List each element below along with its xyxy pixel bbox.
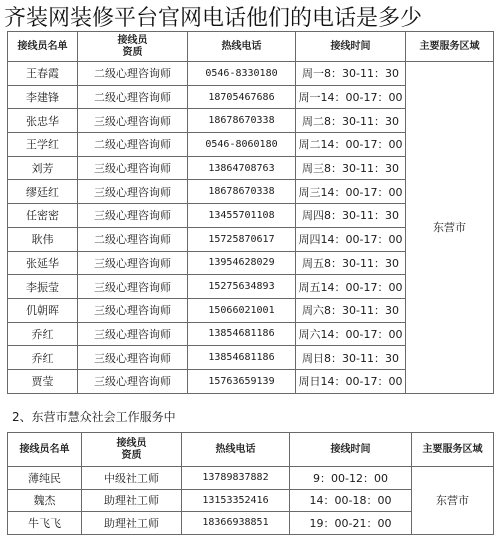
operator-qualification: 三级心理咨询师: [78, 369, 188, 393]
service-time: 周二8：30-11：30: [296, 109, 406, 133]
header-time: 接线时间: [290, 433, 412, 467]
service-time: 9：00-12：00: [290, 467, 412, 490]
service-time: 周五8：30-11：30: [296, 251, 406, 275]
hotline-phone: 13153352416: [182, 489, 290, 512]
table-body: [8, 467, 494, 535]
operator-name: 李建锋: [8, 85, 78, 109]
header-name: 接线员名单: [8, 433, 82, 467]
service-time: 19：00-21：00: [290, 512, 412, 535]
hotline-phone: 0546-8060180: [188, 133, 296, 157]
hotline-phone: 18705467686: [188, 85, 296, 109]
operator-name: 缪廷红: [8, 180, 78, 204]
service-time: 周五14：00-17：00: [296, 275, 406, 299]
operator-name: 乔红: [8, 346, 78, 370]
page-title: 齐装网装修平台官网电话他们的电话是多少: [4, 6, 423, 31]
operator-qualification: 三级心理咨询师: [78, 204, 188, 228]
service-time: 周二14：00-17：00: [296, 133, 406, 157]
hotline-phone: 18366938851: [182, 512, 290, 535]
operator-name: 张忠华: [8, 109, 78, 133]
service-time: 周日14：00-17：00: [296, 369, 406, 393]
section-2-title: 2、东营市慧众社会工作服务中: [12, 410, 176, 424]
service-time: 周四8：30-11：30: [296, 204, 406, 228]
hotline-phone: 13854681186: [188, 322, 296, 346]
hotline-phone: 13854681186: [188, 346, 296, 370]
hotline-phone: 15763659139: [188, 369, 296, 393]
header-area: 主要服务区域: [412, 433, 494, 467]
operator-qualification: 二级心理咨询师: [78, 62, 188, 86]
table-row: [8, 467, 494, 490]
operator-qualification: 三级心理咨询师: [78, 346, 188, 370]
operator-name: 薄纯民: [8, 467, 82, 490]
header-area: 主要服务区域: [406, 32, 494, 62]
hotline-phone: 13455701108: [188, 204, 296, 228]
hotline-table-1: [7, 31, 494, 394]
table-body: [8, 62, 494, 394]
header-time: 接线时间: [296, 32, 406, 62]
operator-qualification: 二级心理咨询师: [78, 227, 188, 251]
hotline-phone: 15275634893: [188, 275, 296, 299]
hotline-phone: 13789837882: [182, 467, 290, 490]
operator-name: 张延华: [8, 251, 78, 275]
hotline-table-2: [7, 432, 494, 535]
table-header-row: [8, 32, 494, 62]
header-phone: 热线电话: [182, 433, 290, 467]
service-time: 周一8：30-11：30: [296, 62, 406, 86]
hotline-phone: 18678670338: [188, 109, 296, 133]
service-time: 周一14：00-17：00: [296, 85, 406, 109]
operator-qualification: 三级心理咨询师: [78, 298, 188, 322]
service-area: 东营市: [406, 62, 494, 394]
header-phone: 热线电话: [188, 32, 296, 62]
operator-qualification: 助理社工师: [82, 512, 182, 535]
header-qualification: 接线员 资质: [78, 32, 188, 62]
header-qualification: 接线员 资质: [82, 433, 182, 467]
operator-name: 任密密: [8, 204, 78, 228]
operator-name: 刘芳: [8, 156, 78, 180]
operator-name: 耿伟: [8, 227, 78, 251]
operator-name: 魏杰: [8, 489, 82, 512]
operator-name: 李振莹: [8, 275, 78, 299]
operator-name: 贾莹: [8, 369, 78, 393]
operator-qualification: 三级心理咨询师: [78, 322, 188, 346]
operator-name: 仉朝晖: [8, 298, 78, 322]
hotline-phone: 13954628029: [188, 251, 296, 275]
service-time: 周日8：30-11：30: [296, 346, 406, 370]
operator-qualification: 三级心理咨询师: [78, 180, 188, 204]
operator-qualification: 中级社工师: [82, 467, 182, 490]
operator-name: 牛飞飞: [8, 512, 82, 535]
service-time: 14：00-18：00: [290, 489, 412, 512]
operator-qualification: 三级心理咨询师: [78, 109, 188, 133]
operator-qualification: 二级心理咨询师: [78, 133, 188, 157]
operator-qualification: 三级心理咨询师: [78, 275, 188, 299]
operator-qualification: 助理社工师: [82, 489, 182, 512]
table-header-row: [8, 433, 494, 467]
service-time: 周四14：00-17：00: [296, 227, 406, 251]
hotline-phone: 13864708763: [188, 156, 296, 180]
header-name: 接线员名单: [8, 32, 78, 62]
hotline-phone: 0546-8330180: [188, 62, 296, 86]
hotline-phone: 18678670338: [188, 180, 296, 204]
service-time: 周六8：30-11：30: [296, 298, 406, 322]
operator-qualification: 三级心理咨询师: [78, 156, 188, 180]
operator-qualification: 三级心理咨询师: [78, 251, 188, 275]
service-time: 周三14：00-17：00: [296, 180, 406, 204]
operator-name: 王学红: [8, 133, 78, 157]
service-area: 东营市: [412, 467, 494, 535]
service-time: 周六14：00-17：00: [296, 322, 406, 346]
operator-qualification: 二级心理咨询师: [78, 85, 188, 109]
operator-name: 乔红: [8, 322, 78, 346]
hotline-phone: 15066021001: [188, 298, 296, 322]
hotline-phone: 15725870617: [188, 227, 296, 251]
operator-name: 王春霞: [8, 62, 78, 86]
table-row: [8, 62, 494, 86]
service-time: 周三8：30-11：30: [296, 156, 406, 180]
